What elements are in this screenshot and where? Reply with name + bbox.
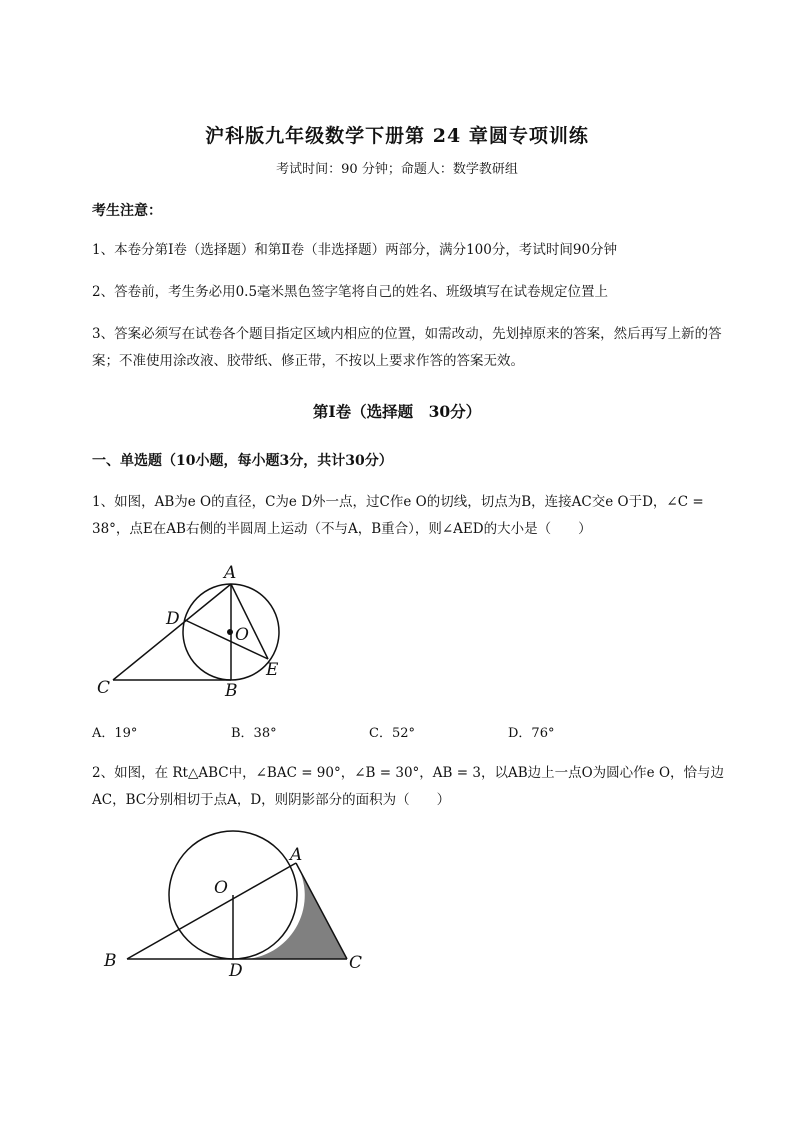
document-subtitle: 考试时间：90 分钟；命题人：数学教研组: [276, 162, 518, 177]
option-d[interactable]: D．76°: [508, 726, 555, 741]
notes-heading: 考生注意：: [92, 203, 162, 219]
fig1-label-b: B: [225, 681, 238, 701]
option-c[interactable]: C．52°: [369, 726, 415, 741]
section-title: 第Ⅰ卷（选择题 30分）: [312, 402, 482, 421]
question-2-text: 2、如图，在 Rt△ABC中，∠BAC = 90°，∠B = 30°，AB = 3，以AB边上一点O为圆心作e O，恰与边AC，BC分别相切于点A，D，则阴影部分的面积为（ ）: [92, 765, 725, 808]
question-1-text: 1、如图，AB为e O的直径，C为e D外一点，过C作e O的切线，切点为B，连接AC交e O于D，∠C = 38°，点E在AB右侧的半圆周上运动（不与A，B重合），则∠AED的大小是（ ）: [92, 494, 704, 537]
fig1-label-a: A: [224, 563, 237, 583]
fig1-label-o: O: [235, 625, 249, 645]
note-item-3: 3、答案必须写在试卷各个题目指定区域内相应的位置，如需改动，先划掉原来的答案，然后再写上新的答案；不准使用涂改液、胶带纸、修正带，不按以上要求作答的答案无效。: [92, 326, 722, 369]
note-item-1: 1、本卷分第Ⅰ卷（选择题）和第Ⅱ卷（非选择题）两部分，满分100分，考试时间90分钟: [92, 242, 618, 258]
fig2-label-o: O: [214, 878, 228, 898]
fig2-label-d: D: [229, 961, 243, 981]
part-title: 一、单选题（10小题，每小题3分，共计30分）: [92, 453, 393, 469]
document-title: 沪科版九年级数学下册第 24 章圆专项训练: [205, 125, 589, 147]
note-item-2: 2、答卷前，考生务必用0.5毫米黑色签字笔将自己的姓名、班级填写在试卷规定位置上: [92, 284, 609, 300]
fig2-side-ba: [127, 863, 296, 959]
fig1-label-e: E: [266, 660, 279, 680]
fig2-shaded-region: [247, 863, 347, 959]
fig1-label-c: C: [97, 678, 111, 698]
fig1-label-d: D: [166, 609, 180, 629]
fig2-label-b: B: [104, 951, 117, 971]
option-b[interactable]: B．38°: [231, 726, 277, 741]
fig2-label-a: A: [290, 845, 303, 865]
option-a[interactable]: A．19°: [92, 726, 138, 741]
fig2-label-c: C: [349, 953, 363, 973]
